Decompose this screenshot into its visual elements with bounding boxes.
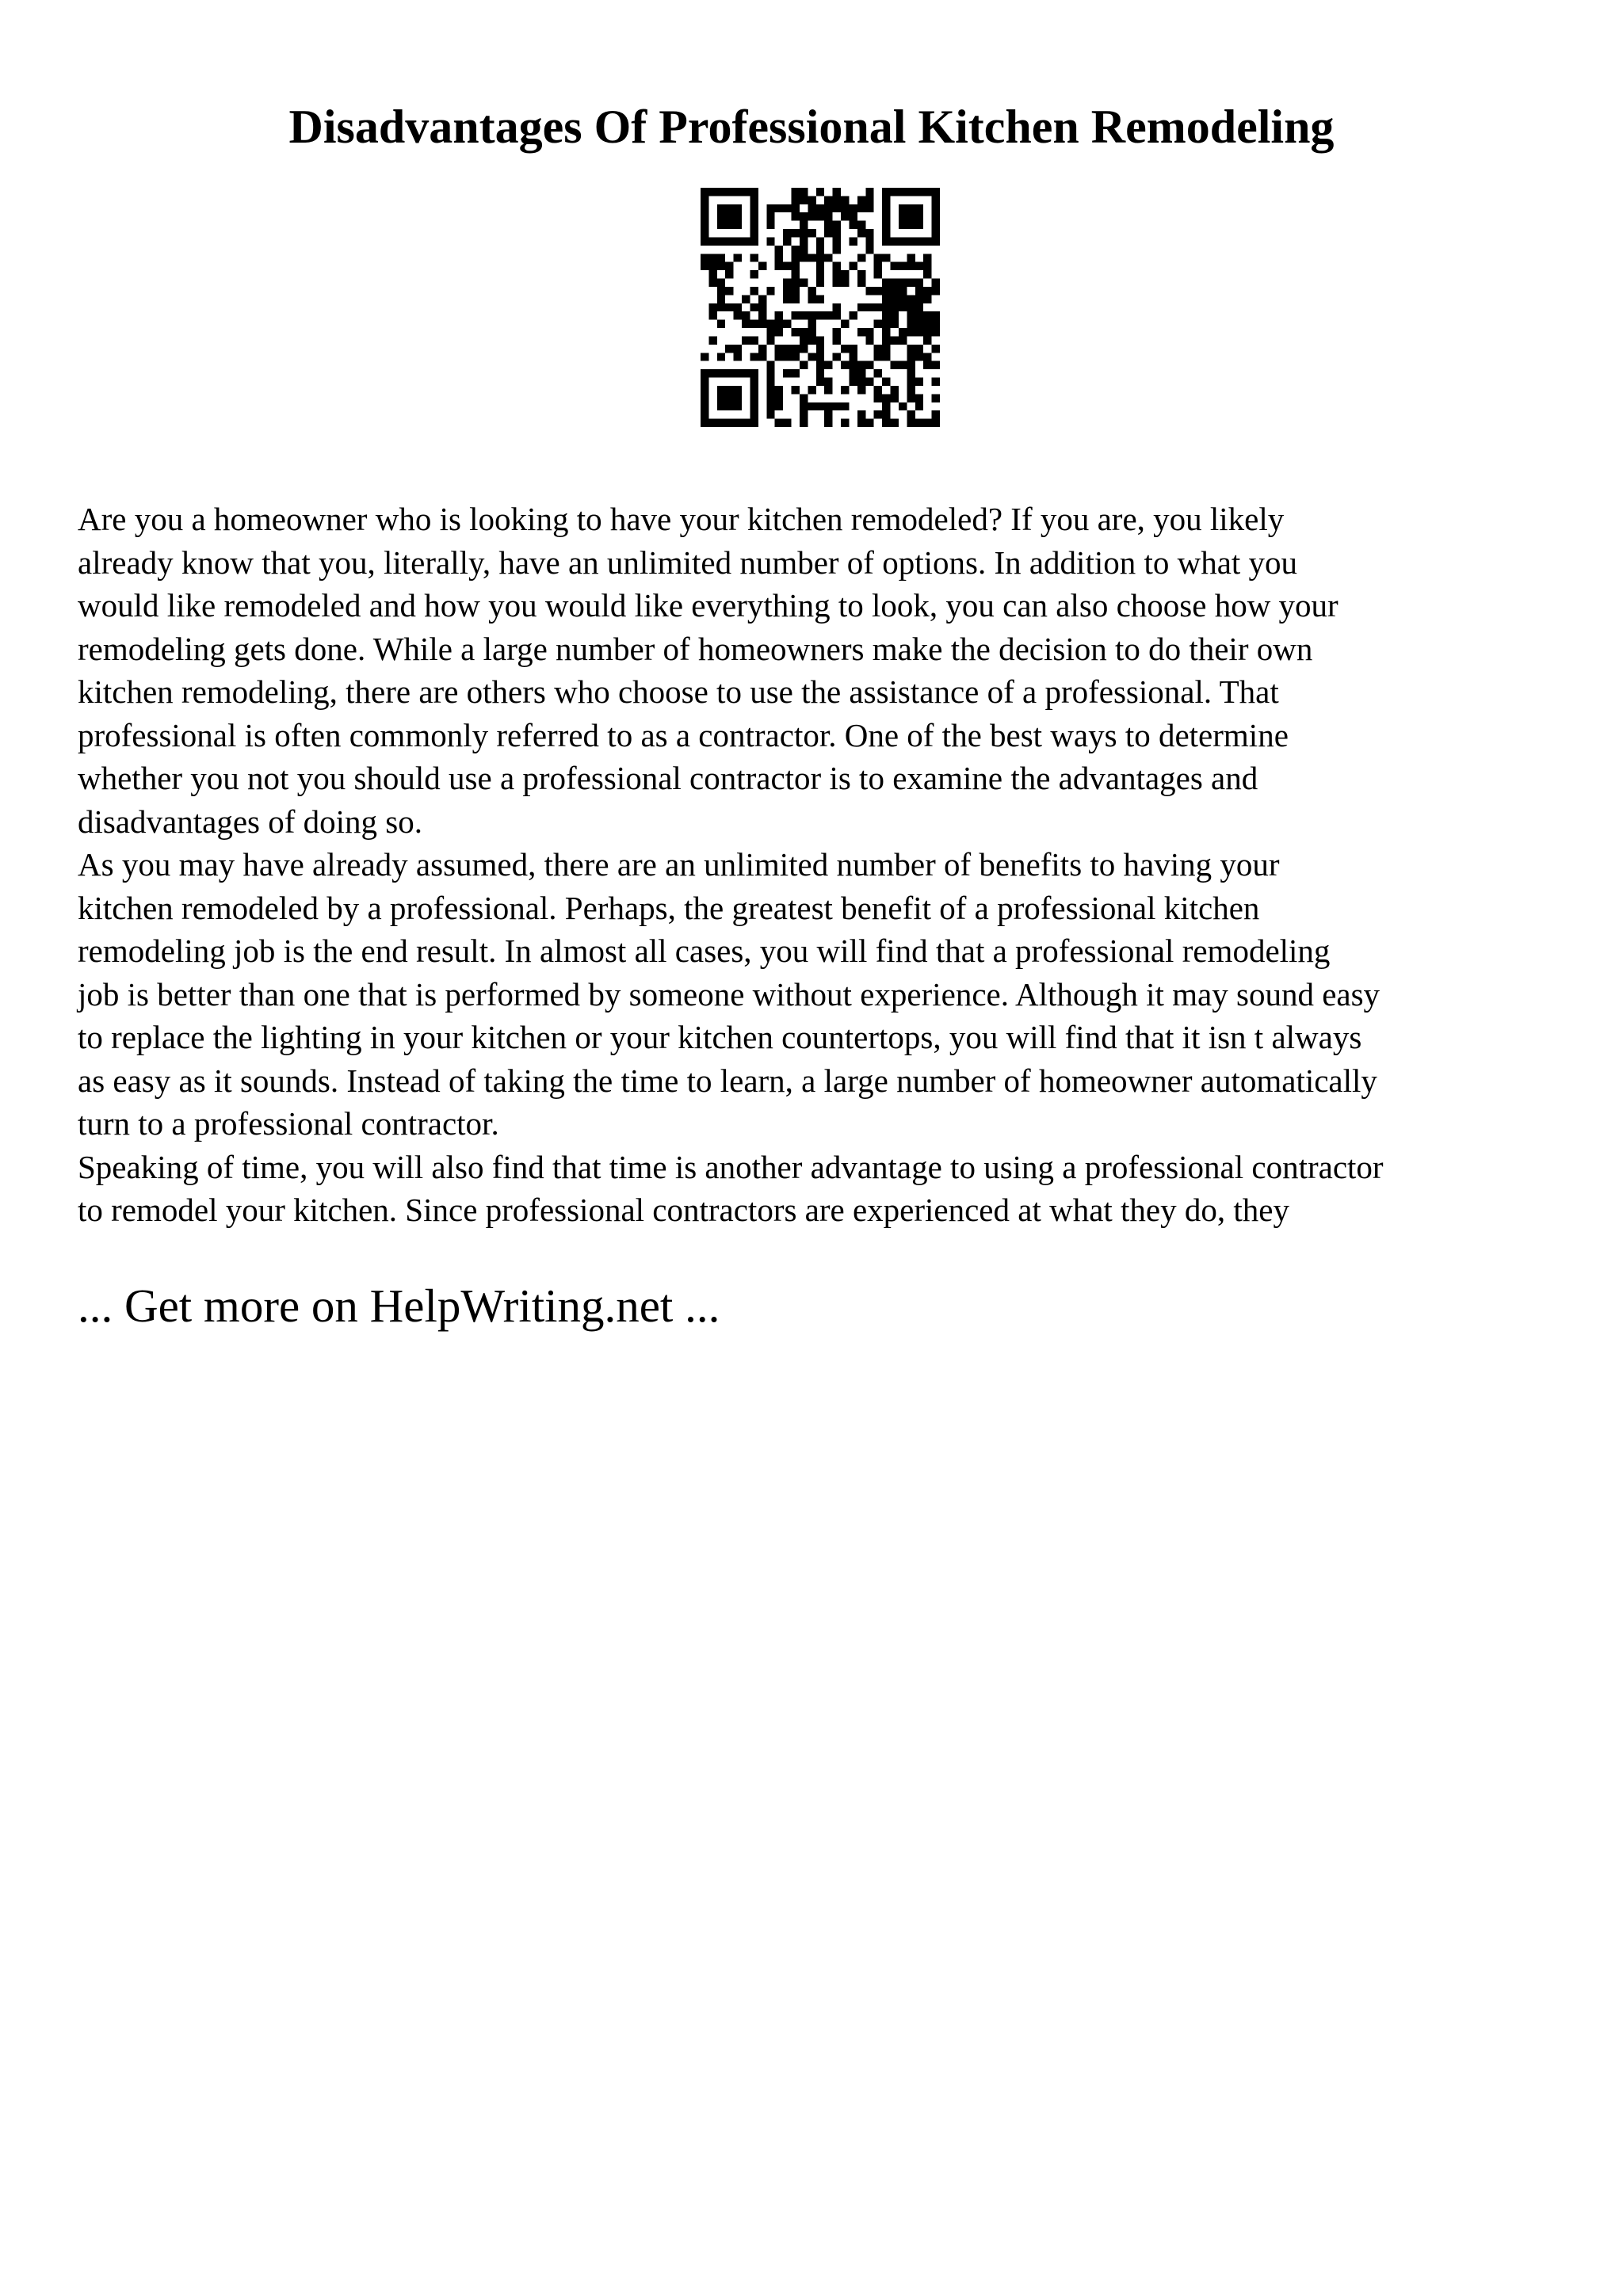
text-line: to replace the lighting in your kitchen or your kitchen countertops, you will find that it isn t always [78, 1019, 1362, 1055]
text-line: whether you not you should use a professional contractor is to examine the advantages and [78, 760, 1258, 796]
text-line: remodeling job is the end result. In almost all cases, you will find that a professional remodeling [78, 933, 1331, 969]
text-line: professional is often commonly referred to as a contractor. One of the best ways to determine [78, 716, 1289, 753]
text-line: disadvantages of doing so. [78, 803, 422, 840]
text-line: turn to a professional contractor. [78, 1105, 499, 1142]
text-line: already know that you, literally, have an unlimited number of options. In addition to what you [78, 543, 1298, 581]
paragraph-benefits [78, 843, 1568, 1146]
text-line: kitchen remodeled by a professional. Perhaps, the greatest benefit of a professional kitchen [78, 889, 1260, 926]
text-line: Speaking of time, you will also find that time is another advantage to using a professional contractor [78, 1148, 1384, 1185]
text-line: as easy as it sounds. Instead of taking the time to learn, a large number of homeowner automatically [78, 1062, 1377, 1099]
text-line: As you may have already assumed, there are an unlimited number of benefits to having your [78, 846, 1280, 883]
text-line: job is better than one that is performed by someone without experience. Although it may sound easy [78, 975, 1381, 1013]
page-title: Disadvantages Of Professional Kitchen Remodeling [288, 101, 1335, 153]
qr-code-icon [701, 188, 940, 427]
paragraph-intro [78, 498, 1568, 843]
paragraph-time [78, 1146, 1568, 1232]
text-line: to remodel your kitchen. Since professional contractors are experienced at what they do, they [78, 1192, 1289, 1228]
get-more-link[interactable]: ... Get more on HelpWriting.net ... [78, 1280, 720, 1332]
article-body [78, 498, 1568, 1232]
text-line: Are you a homeowner who is looking to have your kitchen remodeled? If you are, you likely [78, 501, 1285, 537]
text-line: would like remodeled and how you would like everything to look, you can also choose how your [78, 587, 1338, 624]
text-line: remodeling gets done. While a large number of homeowners make the decision to do their own [78, 630, 1313, 667]
text-line: kitchen remodeling, there are others who choose to use the assistance of a professional. That [78, 673, 1279, 710]
